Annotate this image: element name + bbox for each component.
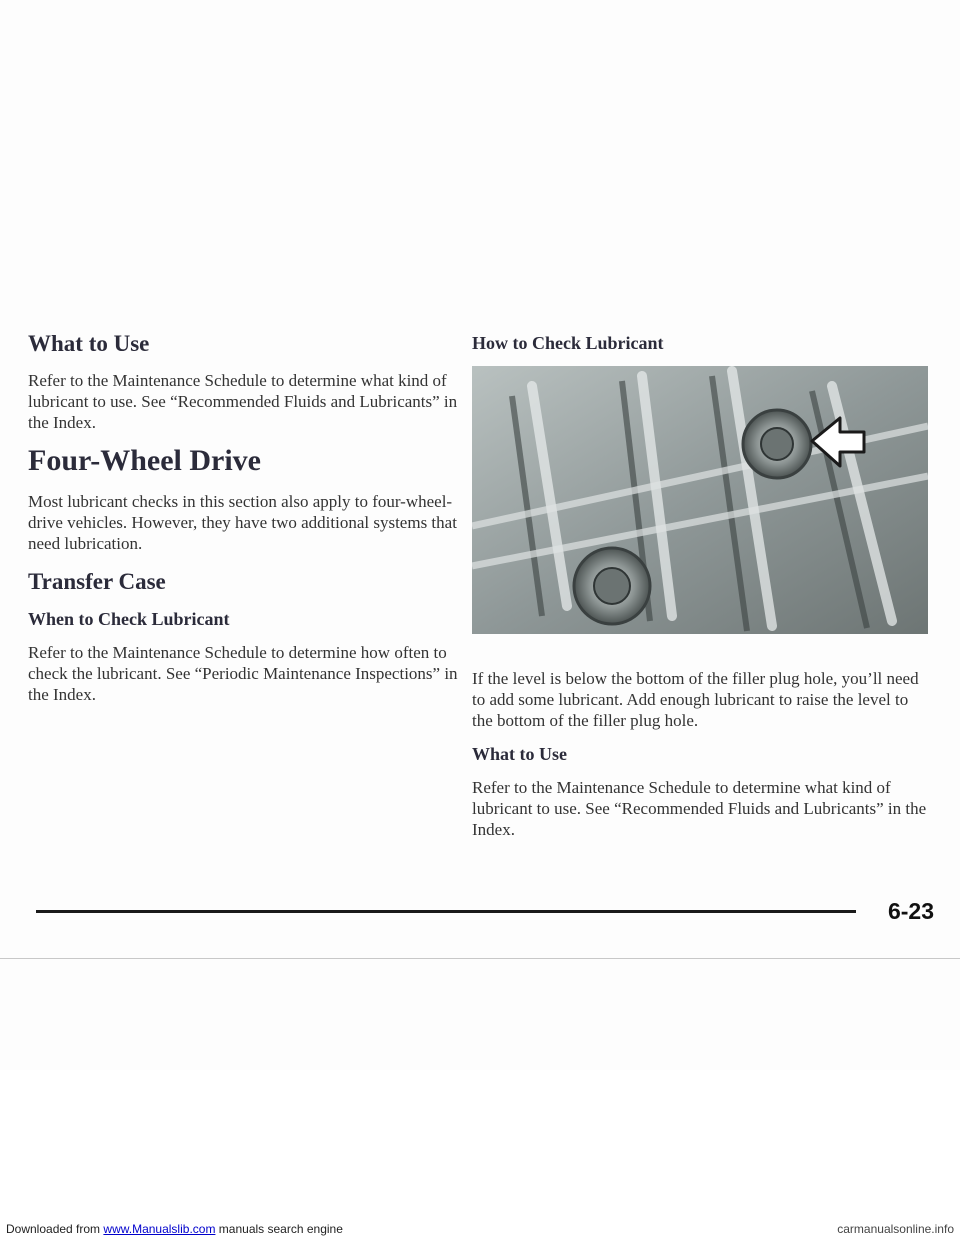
right-column [472,330,932,840]
right-what-to-use-heading: What to Use [472,744,567,764]
manualslib-link[interactable]: www.Manualslib.com [103,1222,216,1236]
what-to-use-text: Refer to the Maintenance Schedule to determine what kind of lubricant to use. See “Recommended Fluids and Lubricants” in the Index. [28,371,458,432]
footer-area [0,1070,960,1242]
level-instructions-text: If the level is below the bottom of the filler plug hole, you’ll need to add some lubricant. Add enough lubricant to raise the level to the bottom of the filler plug hole. [472,669,919,730]
scan-line [0,958,960,959]
download-prefix: Downloaded from [6,1222,101,1236]
when-to-check-heading: When to Check Lubricant [28,609,230,629]
watermark: carmanualsonline.info [837,1222,954,1236]
right-what-to-use-text: Refer to the Maintenance Schedule to determine what kind of lubricant to use. See “Recommended Fluids and Lubricants” in the Index. [472,778,927,839]
download-suffix: manuals search engine [218,1222,343,1236]
four-wheel-drive-text: Most lubricant checks in this section also apply to four-wheel-drive vehicles. However, they have two additional systems that need lubrication. [28,492,457,553]
page-number: 6-23 [887,898,934,924]
bottom-rule [36,910,856,913]
what-to-use-heading: What to Use [28,331,150,356]
transfer-case-photo [472,366,928,634]
left-column [28,330,468,705]
transfer-case-heading: Transfer Case [28,569,166,594]
how-to-check-heading: How to Check Lubricant [472,333,664,353]
four-wheel-drive-heading: Four-Wheel Drive [28,444,261,477]
when-to-check-text: Refer to the Maintenance Schedule to determine how often to check the lubricant. See “Periodic Maintenance Inspections” in the Index. [28,643,458,704]
download-credit [6,1222,343,1236]
transfer-case-illustration [472,366,928,634]
